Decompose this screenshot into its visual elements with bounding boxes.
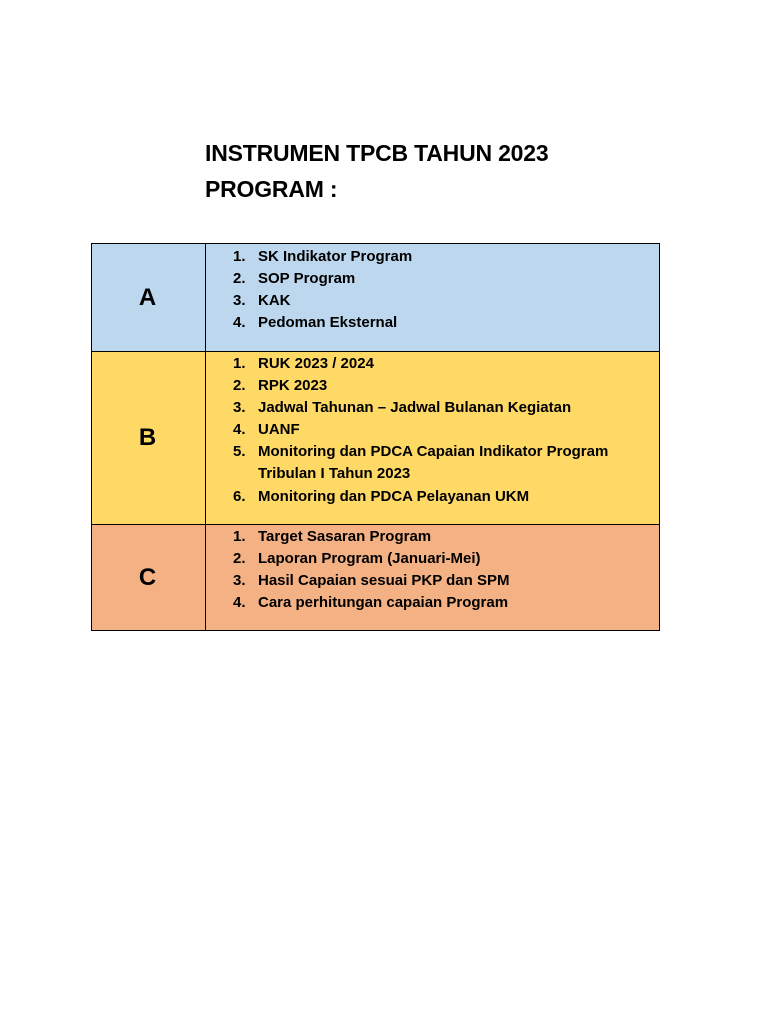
item-number: 6. bbox=[233, 487, 246, 505]
list-item bbox=[233, 397, 659, 419]
item-text: Jadwal Tahunan – Jadwal Bulanan Kegiatan bbox=[258, 399, 572, 417]
item-text: Pedoman Eksternal bbox=[258, 314, 398, 332]
item-text: Cara perhitungan capaian Program bbox=[258, 594, 509, 612]
item-text: Monitoring dan PDCA Capaian Indikator Program Tribulan I Tahun 2023 bbox=[258, 443, 609, 483]
item-text: KAK bbox=[258, 292, 291, 310]
row-letter: A bbox=[138, 283, 157, 311]
item-number: 1. bbox=[233, 355, 246, 372]
item-number: 4. bbox=[233, 314, 246, 332]
list-item bbox=[233, 246, 659, 268]
list-item bbox=[233, 592, 659, 614]
table-row-a bbox=[92, 244, 660, 352]
table-row-c bbox=[92, 525, 660, 631]
instrument-table bbox=[91, 243, 660, 631]
item-number: 3. bbox=[233, 292, 246, 310]
item-number: 3. bbox=[233, 399, 246, 417]
table-row-b bbox=[92, 352, 660, 525]
item-text: Hasil Capaian sesuai PKP dan SPM bbox=[258, 572, 510, 590]
row-items-cell bbox=[206, 525, 660, 631]
item-number: 5. bbox=[233, 443, 246, 461]
row-items-cell bbox=[206, 352, 660, 525]
item-number: 2. bbox=[233, 550, 246, 568]
item-text: SOP Program bbox=[258, 270, 356, 288]
item-text: RUK 2023 / 2024 bbox=[258, 355, 374, 372]
item-text: SK Indikator Program bbox=[258, 248, 413, 265]
list-item bbox=[233, 353, 659, 375]
item-number: 3. bbox=[233, 572, 246, 590]
list-item bbox=[233, 268, 659, 290]
document-title bbox=[205, 135, 548, 207]
item-list bbox=[206, 246, 659, 334]
row-items-cell bbox=[206, 244, 660, 352]
item-text: Target Sasaran Program bbox=[258, 528, 432, 545]
item-list bbox=[206, 526, 659, 614]
row-letter: C bbox=[138, 563, 157, 591]
item-number: 2. bbox=[233, 377, 246, 395]
item-number: 4. bbox=[233, 594, 246, 612]
item-text: RPK 2023 bbox=[258, 377, 328, 395]
list-item bbox=[233, 441, 659, 485]
item-number: 4. bbox=[233, 421, 246, 439]
item-text: Monitoring dan PDCA Pelayanan UKM bbox=[258, 487, 530, 505]
list-item bbox=[233, 312, 659, 334]
item-number: 2. bbox=[233, 270, 246, 288]
row-letter-cell bbox=[92, 244, 206, 352]
list-item bbox=[233, 419, 659, 441]
row-letter-cell bbox=[92, 525, 206, 631]
item-list bbox=[206, 353, 659, 508]
title-line-1: INSTRUMEN TPCB TAHUN 2023 bbox=[205, 140, 549, 166]
row-letter: B bbox=[138, 424, 157, 451]
list-item bbox=[233, 486, 659, 508]
list-item bbox=[233, 290, 659, 312]
list-item bbox=[233, 375, 659, 397]
title-line-2: PROGRAM : bbox=[205, 176, 338, 202]
row-letter-cell bbox=[92, 352, 206, 525]
item-text: UANF bbox=[258, 421, 300, 439]
item-text: Laporan Program (Januari-Mei) bbox=[258, 550, 481, 568]
list-item bbox=[233, 526, 659, 548]
list-item bbox=[233, 548, 659, 570]
item-number: 1. bbox=[233, 528, 246, 545]
item-number: 1. bbox=[233, 248, 246, 265]
list-item bbox=[233, 570, 659, 592]
